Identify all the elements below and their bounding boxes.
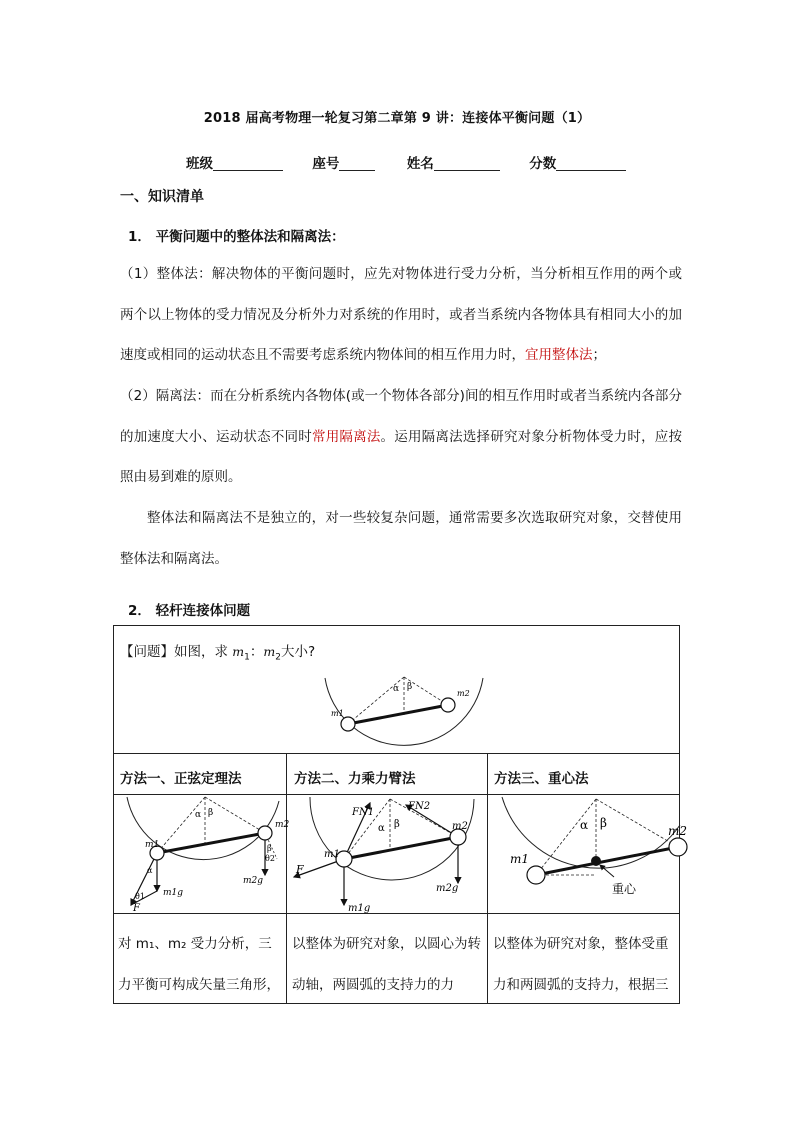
question-diagram (319, 674, 489, 752)
seat-label: 座号 (312, 156, 340, 172)
ball-m2 (441, 698, 455, 712)
label-f: F (133, 903, 140, 914)
method1-diagram (115, 795, 290, 914)
label-beta: β (208, 808, 214, 818)
rod (157, 833, 265, 853)
radius-line-2 (596, 799, 678, 847)
ball-m2 (669, 838, 687, 856)
method2-heading: 方法二、力乘力臂法 (294, 771, 416, 787)
paragraph-whole-method (120, 254, 682, 376)
score-blank[interactable] (556, 156, 626, 171)
question-sub1: 1 (244, 652, 250, 663)
label-fn2: FN2 (408, 801, 431, 812)
table-column-rule (286, 753, 287, 1003)
page-title: 2018 届高考物理一轮复习第二章第 9 讲：连接体平衡问题（1） (203, 111, 591, 126)
label-beta: β (407, 682, 413, 692)
method-table (113, 625, 688, 1004)
label-m1: m1 (324, 849, 340, 860)
method1-text: 对 m₁、m₂ 受力分析，三力平衡可构成矢量三角形， (118, 936, 280, 993)
ball-m1 (527, 866, 545, 884)
label-m2: m2 (457, 689, 470, 698)
rod (348, 705, 448, 724)
label-m1g: m1g (163, 888, 184, 898)
label-center-of-mass: 重心 (612, 882, 637, 896)
question-m1: m (232, 644, 245, 659)
question-colon: ： (249, 644, 264, 660)
question-sub2: 2 (275, 652, 281, 663)
table-rule (114, 753, 679, 754)
score-label: 分数 (529, 156, 557, 172)
paragraph-isolation-method (120, 376, 682, 498)
center-of-mass-dot (591, 856, 601, 866)
label-beta-small: β (267, 844, 272, 853)
item-heading-1: 1． 平衡问题中的整体法和隔离法： (128, 229, 345, 245)
highlight-whole-method: 宜用整体法 (525, 347, 593, 364)
name-label: 姓名 (406, 156, 434, 172)
paragraph-whole-text: （1）整体法：解决物体的平衡问题时，应先对物体进行受力分析，当分析相互作用的两个或两个以上物体的受力情况及分析外力对系统的作用时，或者当系统内各物体具有相同大小的加速度或相同的运动状态且不需要考虑系统内物体间的相互作用力时， (120, 266, 682, 364)
paragraph-combined: 整体法和隔离法不是独立的，对一些较复杂问题，通常需要多次选取研究对象，交替使用整体法和隔离法。 (120, 510, 682, 567)
method3-text: 以整体为研究对象，整体受重力和两圆弧的支持力，根据三 (493, 936, 669, 993)
question-m2: m (263, 644, 276, 659)
label-f: F (296, 863, 304, 876)
label-alpha: α (378, 823, 385, 834)
student-info-row (186, 152, 626, 172)
label-m2: m2 (452, 821, 468, 832)
label-m2g: m2g (243, 876, 264, 886)
paragraph-whole-end: ； (592, 347, 606, 364)
class-label: 班级 (186, 156, 213, 172)
ball-m1 (341, 717, 355, 731)
rod (344, 837, 458, 859)
item-heading-2: 2． 轻杆连接体问题 (128, 603, 251, 619)
paragraph-isolation-text: （2）隔离法：而在分析系统内各物体(或一个物体各部分)间的相互作用时或者当系统内各部分的加速度大小、运动状态不同时 (120, 388, 682, 445)
label-m2: m2 (275, 820, 290, 830)
highlight-isolation-method: 常用隔离法 (311, 428, 381, 445)
seat-blank[interactable] (339, 156, 375, 171)
label-m1: m1 (145, 840, 160, 850)
label-alpha: α (580, 818, 589, 832)
section-heading-knowledge: 一、知识清单 (120, 189, 204, 205)
label-beta: β (600, 816, 607, 830)
bowl-arc (127, 797, 279, 860)
label-fn1: FN1 (352, 807, 375, 818)
name-blank[interactable] (434, 156, 500, 171)
label-m1: m1 (510, 852, 530, 866)
question-suffix: 大小? (280, 644, 316, 660)
paragraph-isolation-end: 。运用隔离法选择研究对象分析物体受力时，应按照由易到难的原则。 (120, 428, 683, 486)
label-alpha-small: α (147, 866, 153, 875)
label-alpha: α (195, 810, 202, 820)
class-blank[interactable] (213, 156, 283, 171)
method1-heading: 方法一、正弦定理法 (120, 771, 242, 787)
label-beta: β (394, 819, 400, 830)
ball-m2 (258, 826, 272, 840)
label-theta2: θ2 (265, 854, 275, 863)
label-theta1: θ1 (135, 892, 145, 901)
label-m2: m2 (668, 824, 688, 838)
method3-heading: 方法三、重心法 (494, 771, 589, 787)
method2-diagram (288, 795, 486, 913)
radius-line-2 (205, 797, 265, 833)
question-text (120, 640, 315, 663)
method3-diagram (488, 795, 688, 913)
method2-text: 以整体为研究对象，以圆心为转动轴，两圆弧的支持力的力 (292, 936, 481, 993)
label-m1: m1 (331, 709, 344, 718)
label-m2g: m2g (436, 883, 459, 894)
label-m1g: m1g (348, 903, 371, 914)
question-prefix: 【问题】如图，求 (120, 644, 228, 660)
label-alpha: α (393, 684, 400, 694)
table-rule (114, 913, 679, 914)
